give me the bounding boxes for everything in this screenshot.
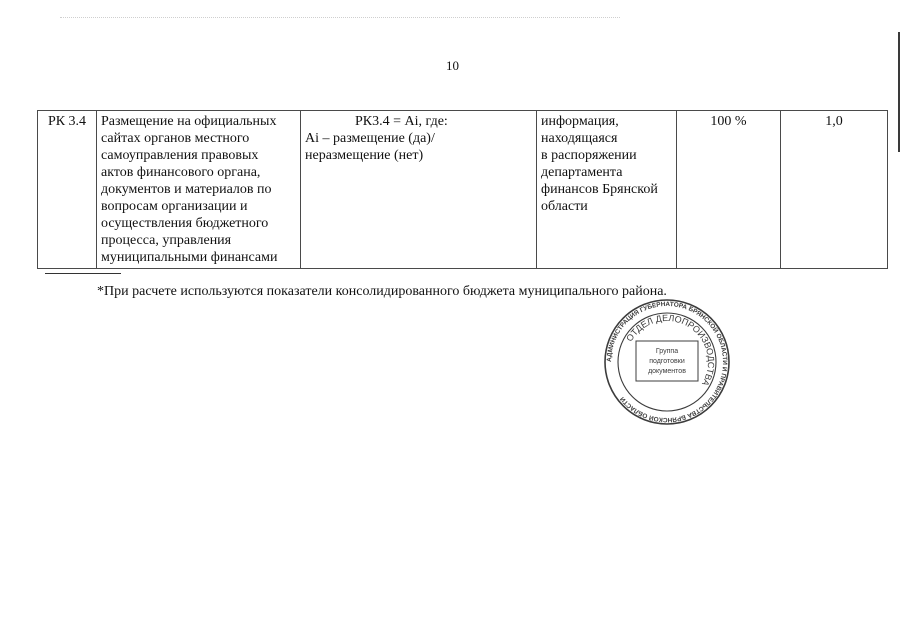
source-line: финансов Брянской bbox=[541, 182, 658, 197]
description-line: процесса, управления bbox=[101, 233, 232, 248]
source-line: департамента bbox=[541, 165, 623, 180]
cell-formula bbox=[301, 111, 537, 269]
cell-weight bbox=[781, 111, 888, 269]
source-line: находящаяся bbox=[541, 131, 618, 146]
indicators-table bbox=[37, 110, 888, 269]
cell-target-value bbox=[677, 111, 781, 269]
stamp-center-line: подготовки bbox=[649, 358, 685, 365]
office-stamp bbox=[602, 297, 732, 427]
description-line: актов финансового органа, bbox=[101, 165, 261, 180]
description-line: сайтах органов местного bbox=[101, 131, 250, 146]
stamp-ring-textpath: АДМИНИСТРАЦИЯ ГУБЕРНАТОРА БРЯНСКОЙ ОБЛАСТИ И ПРАВИТЕЛЬСТВА БРЯНСКОЙ ОБЛАСТИ bbox=[605, 300, 729, 424]
cell-indicator-code bbox=[38, 111, 97, 269]
footnote: *При расчете используются показатели консолидированного бюджета муниципального района. bbox=[97, 284, 667, 299]
source-line: в распоряжении bbox=[541, 148, 637, 163]
page-number: 10 bbox=[446, 58, 459, 73]
cell-indicator-description bbox=[97, 111, 301, 269]
footnote-divider bbox=[45, 273, 121, 274]
scan-edge-mark bbox=[898, 32, 900, 152]
indicator-code: РК 3.4 bbox=[47, 114, 87, 129]
weight-value: 1,0 bbox=[825, 114, 843, 129]
target-value: 100 % bbox=[710, 114, 747, 129]
description-line: муниципальными финансами bbox=[101, 250, 278, 265]
description-line: осуществления бюджетного bbox=[101, 216, 269, 231]
formula-line: РК3.4 = Ai, где: bbox=[355, 114, 448, 129]
scan-artifact-top bbox=[60, 17, 620, 18]
description-line: вопросам организации и bbox=[101, 199, 248, 214]
formula-line: Ai – размещение (да)/ bbox=[305, 131, 435, 146]
source-line: области bbox=[541, 199, 588, 214]
table-row bbox=[38, 111, 888, 269]
cell-data-source bbox=[537, 111, 677, 269]
source-line: информация, bbox=[541, 114, 619, 129]
description-line: документов и материалов по bbox=[101, 182, 272, 197]
description-line: самоуправления правовых bbox=[101, 148, 259, 163]
formula-line: неразмещение (нет) bbox=[305, 148, 424, 163]
stamp-arc-textpath: ОТДЕЛ ДЕЛОПРОИЗВОДСТВА bbox=[624, 312, 717, 388]
description-line: Размещение на официальных bbox=[101, 114, 277, 129]
stamp-center-line: документов bbox=[648, 368, 686, 375]
stamp-center-line: Группа bbox=[655, 348, 679, 355]
